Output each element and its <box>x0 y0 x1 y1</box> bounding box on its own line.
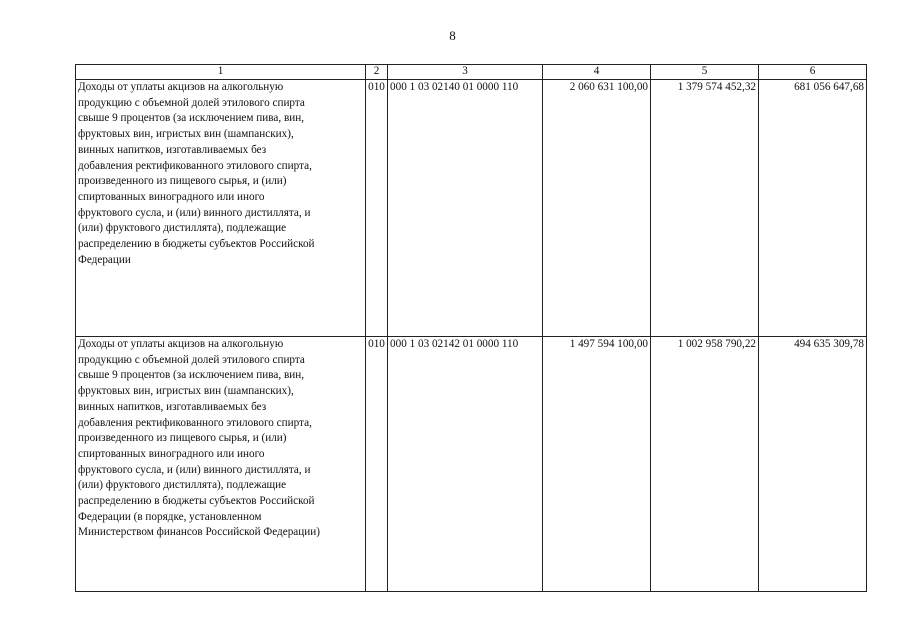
row-admin-code-cell: 010 <box>366 80 388 337</box>
header-col-1: 1 <box>76 65 366 80</box>
row-approved-cell: 1 497 594 100,00 <box>543 337 651 592</box>
revenue-table <box>75 64 867 592</box>
page-number: 8 <box>449 28 456 43</box>
row-executed-cell: 1 002 958 790,22 <box>651 337 759 592</box>
row-budget-code-cell: 000 1 03 02140 01 0000 110 <box>388 80 543 337</box>
header-col-2: 2 <box>366 65 388 80</box>
header-col-3: 3 <box>388 65 543 80</box>
row-budget-code-cell: 000 1 03 02142 01 0000 110 <box>388 337 543 592</box>
header-col-6: 6 <box>759 65 867 80</box>
table-row <box>76 80 867 337</box>
row-unexecuted-cell: 494 635 309,78 <box>759 337 867 592</box>
row-executed-cell: 1 379 574 452,32 <box>651 80 759 337</box>
header-row <box>76 65 867 80</box>
row-name-cell: Доходы от уплаты акцизов на алкогольную продукцию с объемной долей этилового спирта свыше 9 процентов (за исключением пива, вин, фруктовых вин, игристых вин (шампанских), винных напитков, изготавливаемых без добавления ректификованного этилового спирта, произведенного из пищевого сырья, и (или) спиртованных виноградного или иного фруктового сусла, и (или) винного дистиллята, и (или) фруктового дистиллята), подлежащие распределению в бюджеты субъектов Российской Федерации <box>76 80 366 337</box>
row-name-cell: Доходы от уплаты акцизов на алкогольную продукцию с объемной долей этилового спирта свыше 9 процентов (за исключением пива, вин, фруктовых вин, игристых вин (шампанских), винных напитков, изготавливаемых без добавления ректификованного этилового спирта, произведенного из пищевого сырья, и (или) спиртованных виноградного или иного фруктового сусла, и (или) винного дистиллята, и (или) фруктового дистиллята), подлежащие распределению в бюджеты субъектов Российской Федерации (в порядке, установленном Министерством финансов Российской Федерации) <box>76 337 366 592</box>
row-admin-code-cell: 010 <box>366 337 388 592</box>
table-row <box>76 337 867 592</box>
header-col-5: 5 <box>651 65 759 80</box>
row-approved-cell: 2 060 631 100,00 <box>543 80 651 337</box>
header-col-4: 4 <box>543 65 651 80</box>
row-unexecuted-cell: 681 056 647,68 <box>759 80 867 337</box>
